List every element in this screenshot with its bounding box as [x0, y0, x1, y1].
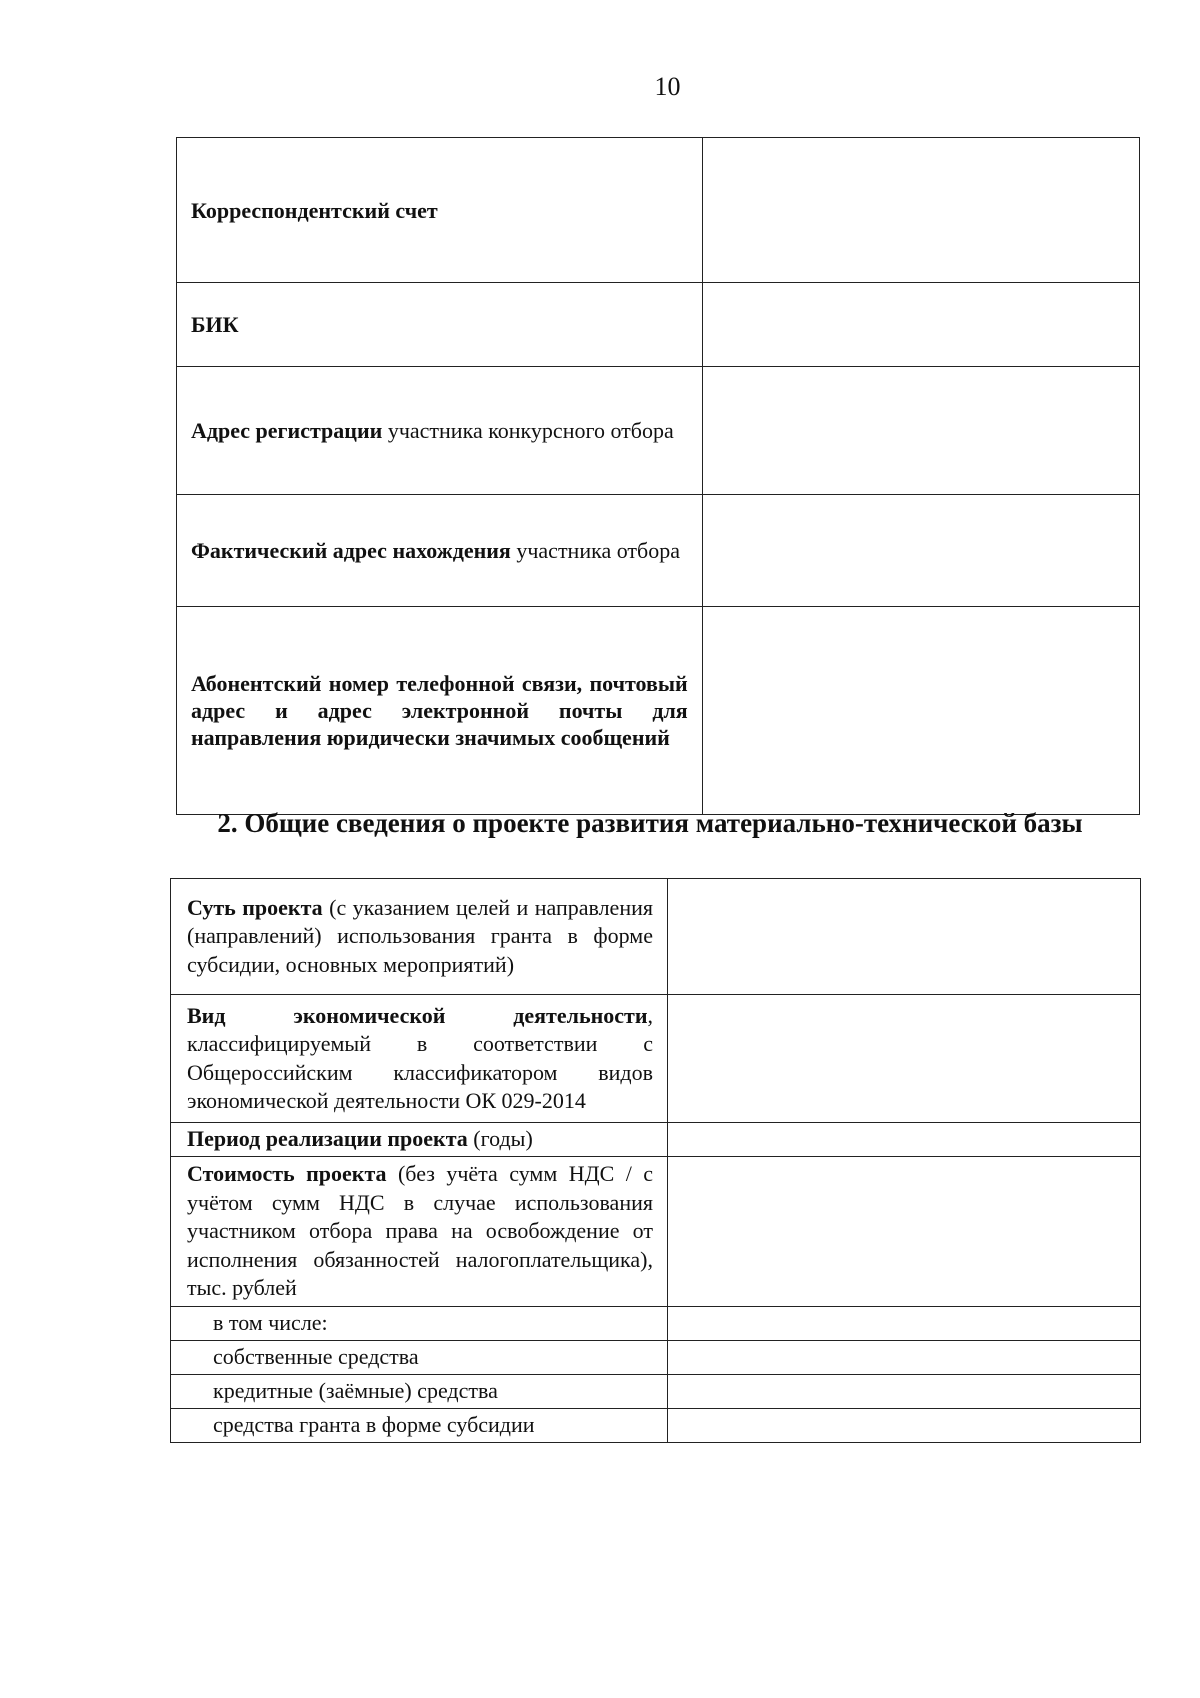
value-cell[interactable] — [702, 495, 1139, 607]
table-row — [171, 879, 1141, 995]
sub-row-label: средства гранта в форме субсидии — [171, 1409, 668, 1443]
table-row — [171, 1375, 1141, 1409]
row-label — [177, 367, 703, 495]
table-row — [177, 138, 1140, 283]
page-number: 10 — [654, 72, 681, 101]
table-row — [171, 1341, 1141, 1375]
row-label — [171, 1123, 668, 1157]
label-bold: Суть проекта — [187, 894, 323, 920]
label-bold: Корреспондентский счет — [191, 197, 438, 223]
label-normal: (с указанием целей и направления (направлений) использования гранта в форме субсидии, основных мероприятий) — [187, 894, 653, 977]
label-normal: (годы) — [467, 1126, 533, 1152]
label-bold: Фактический адрес нахождения — [191, 538, 511, 563]
row-label — [177, 283, 703, 367]
sub-row-label: в том числе: — [171, 1307, 668, 1341]
section-title: 2. Общие сведения о проекте развития материально-технической базы — [217, 808, 1083, 838]
label-bold: Абонентский номер телефонной связи, почтовый адрес и адрес электронной почты для направления юридически значимых сообщений — [191, 671, 688, 750]
table-row — [171, 995, 1141, 1123]
sub-row-label: кредитные (заёмные) средства — [171, 1375, 668, 1409]
value-cell[interactable] — [702, 138, 1139, 283]
value-cell[interactable] — [702, 283, 1139, 367]
value-cell[interactable] — [668, 1157, 1141, 1307]
value-cell[interactable] — [668, 1375, 1141, 1409]
label-bold: БИК — [191, 312, 239, 337]
row-label — [171, 995, 668, 1123]
value-cell[interactable] — [668, 879, 1141, 995]
row-label — [177, 138, 703, 283]
table-row — [177, 367, 1140, 495]
label-normal: участника конкурсного отбора — [382, 418, 674, 443]
value-cell[interactable] — [668, 1341, 1141, 1375]
value-cell[interactable] — [702, 367, 1139, 495]
row-label — [171, 1157, 668, 1307]
label-bold: Период реализации проекта — [187, 1126, 468, 1152]
table-row — [177, 495, 1140, 607]
table-row — [171, 1123, 1141, 1157]
bank-details-table — [176, 137, 1140, 815]
row-label — [171, 879, 668, 995]
value-cell[interactable] — [702, 607, 1139, 815]
label-normal: участника отбора — [510, 538, 681, 563]
table-row — [171, 1409, 1141, 1443]
row-label — [177, 495, 703, 607]
table-row — [177, 607, 1140, 815]
value-cell[interactable] — [668, 995, 1141, 1123]
table-row — [177, 283, 1140, 367]
value-cell[interactable] — [668, 1307, 1141, 1341]
label-normal: , классифицируемый в соответствии с Общероссийским классификатором видов экономической деятельности ОК 029-2014 — [187, 1002, 653, 1113]
sub-row-label: собственные средства — [171, 1341, 668, 1375]
label-normal: (без учёта сумм НДС / с учётом сумм НДС в случае использования участником отбора права на освобождение от исполнения обязанностей налогоплательщика), тыс. рублей — [187, 1161, 653, 1301]
table-row — [171, 1157, 1141, 1307]
project-info-table — [170, 878, 1141, 1443]
row-label — [177, 607, 703, 815]
label-bold: Адрес регистрации — [191, 418, 383, 443]
table-row — [171, 1307, 1141, 1341]
value-cell[interactable] — [668, 1123, 1141, 1157]
value-cell[interactable] — [668, 1409, 1141, 1443]
label-bold: Стоимость проекта — [187, 1161, 387, 1187]
label-bold: Вид экономической деятельности — [187, 1002, 648, 1028]
